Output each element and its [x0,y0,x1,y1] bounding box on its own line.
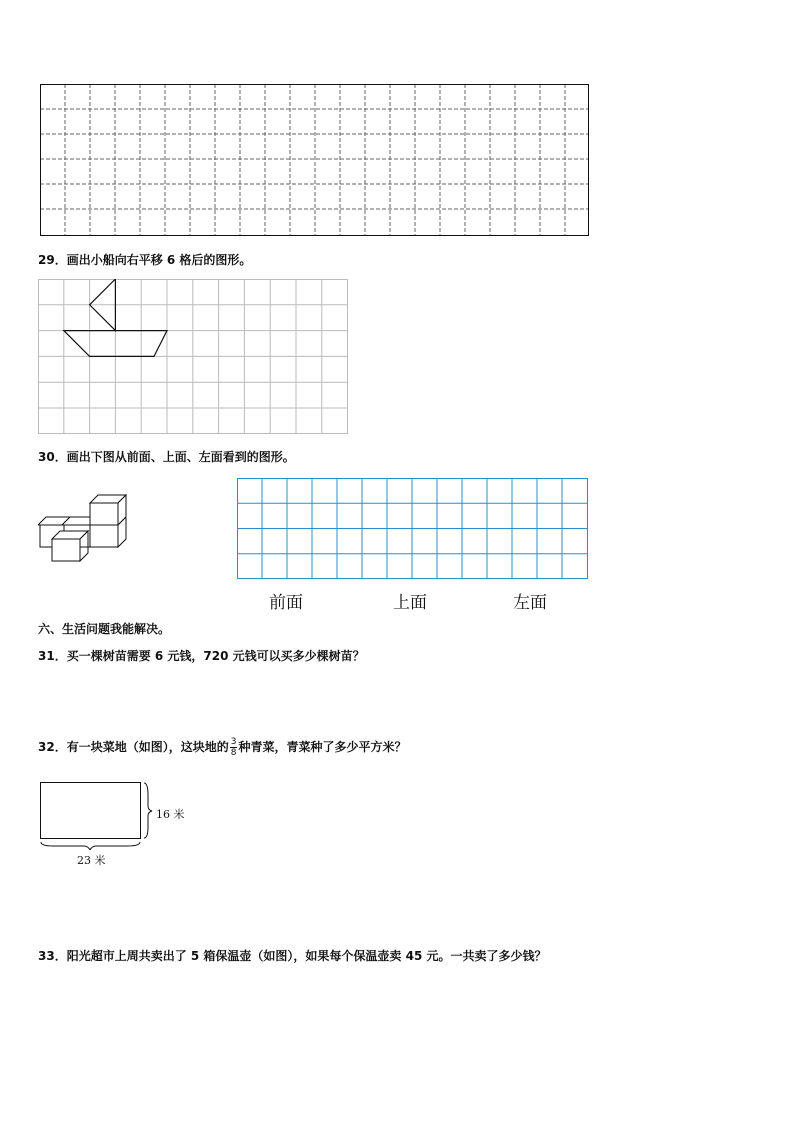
question-text: 阳光超市上周共卖出了 5 箱保温壶（如图），如果每个保温壶卖 45 元。一共卖了多少钱？ [66,949,547,963]
question-30 [38,448,295,465]
question-text-before: 有一块菜地（如图），这块地的 [66,740,229,754]
fraction-numerator: 3 [230,737,237,747]
fraction-denominator: 8 [230,748,237,758]
question-number: 29． [38,253,67,267]
width-label: 23 米 [77,854,106,867]
answer-grid-top [40,84,589,236]
question-number: 33． [38,949,67,963]
view-label-front: 前面 [269,593,303,613]
question-text: 画出小船向右平移 6 格后的图形。 [66,253,252,267]
question-32 [38,737,406,758]
section-6-title: 六、生活问题我能解决。 [38,622,171,636]
fraction-three-eighths [230,737,238,758]
view-answer-grid [237,478,589,580]
view-label-top: 上面 [393,593,427,613]
question-text: 买一棵树苗需要 6 元钱，720 元钱可以买多少棵树苗？ [66,649,365,663]
question-29 [38,251,251,268]
question-33 [38,947,546,964]
question-number: 32． [38,740,67,754]
question-number: 30． [38,450,67,464]
width-brace [41,842,140,850]
cube-stack-figure [38,493,128,569]
question-text: 画出下图从前面、上面、左面看到的图形。 [66,450,295,464]
vegetable-field-figure [38,780,158,850]
question-number: 31． [38,649,67,663]
height-label: 16 米 [156,808,185,821]
field-rectangle [41,783,141,839]
view-label-left: 左面 [513,593,547,613]
boat-grid [38,279,349,435]
height-brace [144,783,152,838]
question-text-after: 种青菜，青菜种了多少平方米？ [238,740,407,754]
question-31 [38,647,365,664]
